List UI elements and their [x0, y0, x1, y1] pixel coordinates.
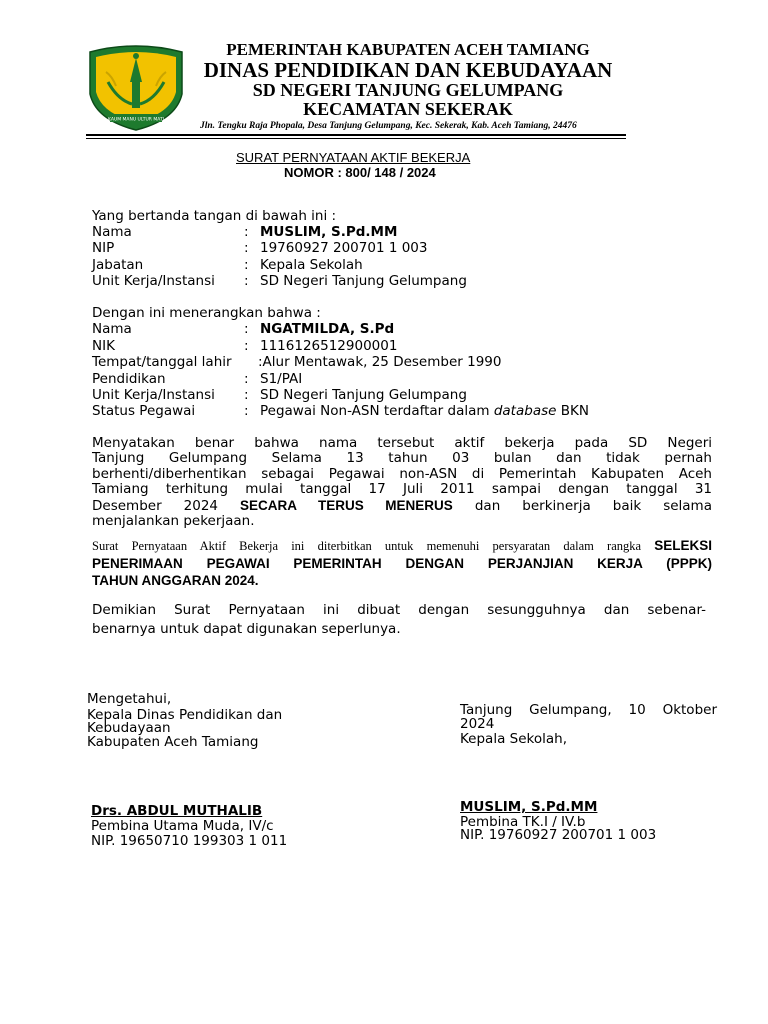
subject-education-label: Pendidikan	[92, 371, 166, 387]
subject-birth: :Alur Mentawak, 25 Desember 1990	[258, 354, 502, 370]
left-signer-rank: Pembina Utama Muda, IV/c	[91, 818, 274, 834]
signer-name: MUSLIM, S.Pd.MM	[260, 224, 398, 240]
colon: :	[244, 371, 249, 387]
right-signer-name: MUSLIM, S.Pd.MM	[460, 799, 598, 815]
letterhead-line-4: KECAMATAN SEKERAK	[303, 99, 513, 119]
subject-nik-label: NIK	[92, 338, 115, 354]
statement-paragraph: Menyatakan benar bahwa nama tersebut aktif bekerja pada SD Negeri Tanjung Gelumpang Selama 13 tahun 03 bulan dan tidak pernah berhenti/diberhentikan sebagai Pegawai non-ASN di Pemerintah Kabupaten Aceh Tamiang terhitung mulai tanggal 17 Juli 2011 sampai dengan tanggal 31 Desember 2024 SECARA TERUS MENERUS dan berkinerja baik selama menjalankan pekerjaan.	[92, 435, 712, 530]
logo-motto: KAUM MANU ULTUR MATI	[107, 117, 165, 123]
colon: :	[244, 403, 249, 419]
intro-text: Yang bertanda tangan di bawah ini :	[92, 208, 337, 224]
letterhead-rule-thick	[86, 134, 626, 136]
intro-text-2: Dengan ini menerangkan bahwa :	[92, 305, 321, 321]
place-date-line-2: 2024	[460, 716, 495, 732]
colon: :	[244, 240, 249, 256]
signer-name-label: Nama	[92, 224, 132, 240]
colon: :	[244, 224, 249, 240]
letterhead-line-3: SD NEGERI TANJUNG GELUMPANG	[252, 80, 564, 100]
subject-unit: SD Negeri Tanjung Gelumpang	[260, 387, 467, 403]
colon: :	[244, 257, 249, 273]
left-signer-title-2: Kebudayaan	[87, 720, 171, 736]
signer-position: Kepala Sekolah	[260, 257, 363, 273]
purpose-paragraph: Surat Pernyataan Aktif Bekerja ini diterbitkan untuk memenuhi persyaratan dalam rangka SELEKSI PENERIMAAN PEGAWAI PEMERINTAH DENGAN PERJANJIAN KERJA (PPPK) TAHUN ANGGARAN 2024.	[92, 538, 712, 588]
subject-education: S1/PAI	[260, 371, 303, 387]
subject-name: NGATMILDA, S.Pd	[260, 321, 395, 337]
signer-unit-label: Unit Kerja/Instansi	[92, 273, 215, 289]
acknowledged-label: Mengetahui,	[87, 691, 172, 707]
subject-nik: 1116126512900001	[260, 338, 398, 354]
right-signer-title: Kepala Sekolah,	[460, 731, 567, 747]
place-date-line-1: Tanjung Gelumpang, 10 Oktober	[460, 702, 717, 718]
colon: :	[244, 321, 249, 337]
left-signer-name: Drs. ABDUL MUTHALIB	[91, 803, 263, 819]
letterhead-line-1: PEMERINTAH KABUPATEN ACEH TAMIANG	[226, 40, 590, 59]
subject-name-label: Nama	[92, 321, 132, 337]
aceh-tamiang-logo-icon	[86, 42, 186, 132]
colon: :	[244, 338, 249, 354]
signer-nip-label: NIP	[92, 240, 115, 256]
subject-status-label: Status Pegawai	[92, 403, 196, 419]
signer-nip: 19760927 200701 1 003	[260, 240, 428, 256]
right-signer-nip: NIP. 19760927 200701 1 003	[460, 827, 657, 843]
letterhead-rule-thin	[86, 138, 626, 139]
right-signer-nip-clipped	[460, 827, 720, 843]
document-title: SURAT PERNYATAAN AKTIF BEKERJA	[236, 150, 471, 165]
signer-unit: SD Negeri Tanjung Gelumpang	[260, 273, 467, 289]
colon: :	[244, 273, 249, 289]
left-signer-title-1: Kepala Dinas Pendidikan dan	[87, 707, 283, 723]
subject-birth-label: Tempat/tanggal lahir	[92, 354, 232, 370]
letterhead-address: Jln. Tengku Raja Phopala, Desa Tanjung Gelumpang, Kec. Sekerak, Kab. Aceh Tamiang, 24476	[200, 121, 577, 131]
closing-paragraph: Demikian Surat Pernyataan ini dibuat dengan sesungguhnya dan sebenar- benarnya untuk dapat digunakan seperlunya.	[92, 602, 706, 637]
left-signer-title-3: Kabupaten Aceh Tamiang	[87, 734, 259, 750]
left-signer-nip: NIP. 19650710 199303 1 011	[91, 833, 288, 849]
document-number: NOMOR : 800/ 148 / 2024	[284, 165, 436, 180]
right-signer-rank: Pembina TK.I / IV.b	[460, 814, 586, 830]
subject-unit-label: Unit Kerja/Instansi	[92, 387, 215, 403]
colon: :	[244, 387, 249, 403]
subject-status: Pegawai Non-ASN terdaftar dalam database BKN	[260, 403, 589, 419]
letterhead-line-2: DINAS PENDIDIKAN DAN KEBUDAYAAN	[203, 58, 613, 82]
signer-position-label: Jabatan	[92, 257, 144, 273]
